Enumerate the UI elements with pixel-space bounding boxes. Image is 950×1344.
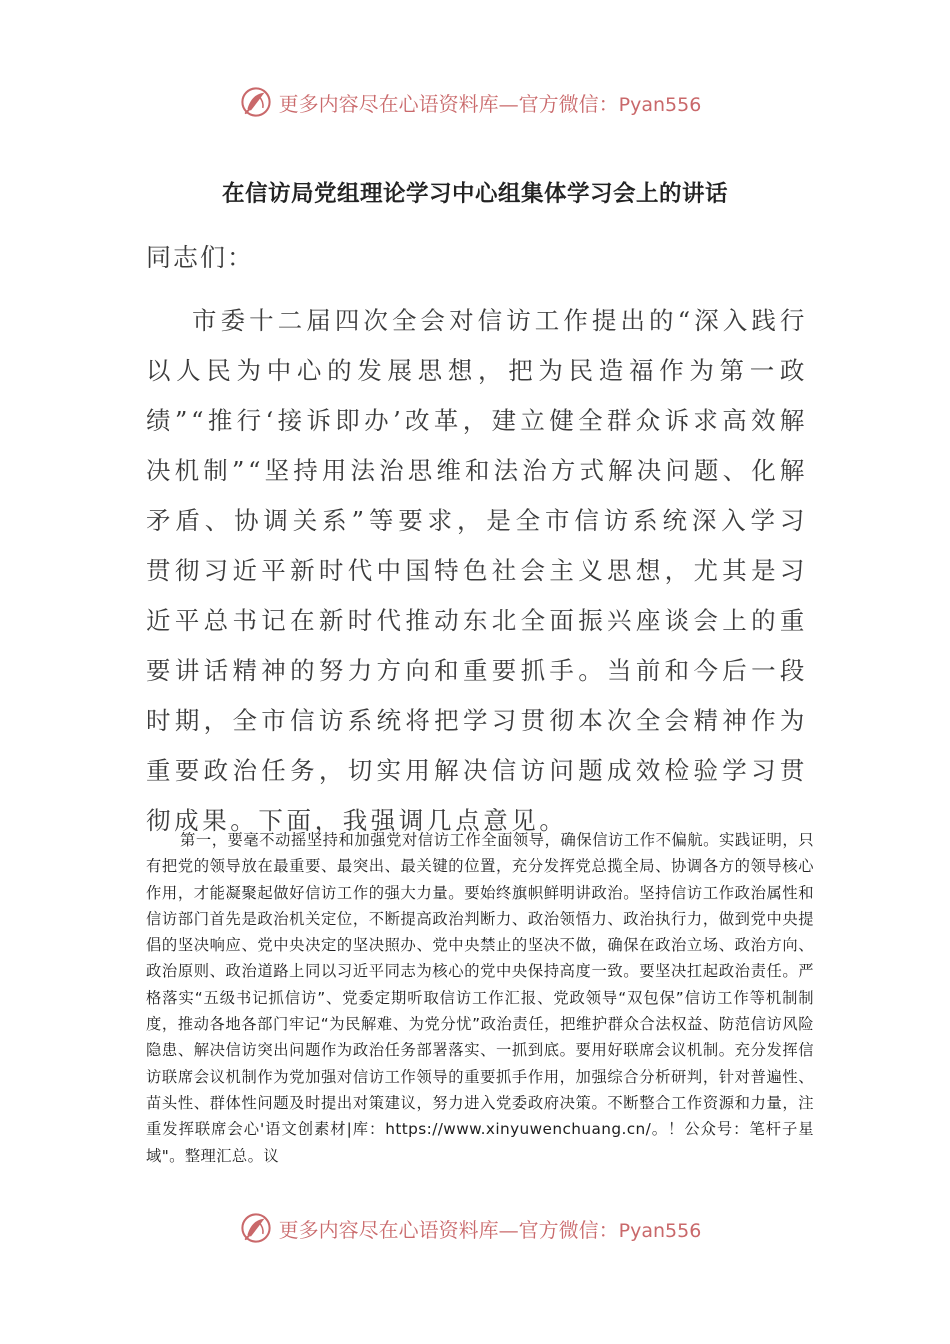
banner-label: 更多内容尽在心语资料库—官方微信： xyxy=(278,91,619,116)
intro-paragraph: 市委十二届四次全会对信访工作提出的“深入践行以人民为中心的发展思想，把为民造福作为第一政绩”“推行‘接诉即办’改革，建立健全群众诉求高效解决机制”“坚持用法治思维和法治方式解决问题、化解矛盾、协调关系”等要求，是全市信访系统深入学习贯彻习近平新时代中国特色社会主义思想，尤其是习近平总书记在新时代推动东北全面振兴座谈会上的重要讲话精神的努力方向和重要抓手。当前和今后一段时期，全市信访系统将把学习贯彻本次全会精神作为重要政治任务，切实用解决信访问题成效检验学习贯彻成果。下面，我强调几点意见。 xyxy=(146,306,808,835)
banner-wechat-id: Pyan556 xyxy=(618,1219,702,1242)
salutation: 同志们： xyxy=(146,243,255,272)
banner-label: 更多内容尽在心语资料库—官方微信： xyxy=(278,1217,619,1242)
banner-wechat-id: Pyan556 xyxy=(618,93,702,116)
brand-logo-icon xyxy=(239,85,273,119)
footer-banner xyxy=(0,1208,950,1248)
banner-text xyxy=(279,1214,702,1243)
banner-text xyxy=(279,88,702,117)
header-banner xyxy=(0,82,950,122)
document-title: 在信访局党组理论学习中心组集体学习会上的讲话 xyxy=(221,181,728,207)
body-paragraph: 第一，要毫不动摇坚持和加强党对信访工作全面领导，确保信访工作不偏航。实践证明，只有把党的领导放在最重要、最突出、最关键的位置，充分发挥党总揽全局、协调各方的领导核心作用，才能凝聚起做好信访工作的强大力量。要始终旗帜鲜明讲政治。坚持信访工作政治属性和信访部门首先是政治机关定位，不断提高政治判断力、政治领悟力、政治执行力，做到党中央提倡的坚决响应、党中央决定的坚决照办、党中央禁止的坚决不做，确保在政治立场、政治方向、政治原则、政治道路上同以习近平同志为核心的党中央保持高度一致。要坚决扛起政治责任。严格落实“五级书记抓信访”、党委定期听取信访工作汇报、党政领导“双包保”信访工作等机制制度，推动各地各部门牢记“为民解难、为党分忧”政治责任，把维护群众合法权益、防范信访风险隐患、解决信访突出问题作为政治任务部署落实、一抓到底。要用好联席会议机制。充分发挥信访联席会议机制作为党加强对信访工作领导的重要抓手作用，加强综合分析研判，针对普遍性、苗头性、群体性问题及时提出对策建议，努力进入党委政府决策。不断整合工作资源和力量，注重发挥联席会心'语文创素材|库：https://www.xinyuwenchuang.cn/。！公众号：笔杆子星域"。整理汇总。议 xyxy=(146,831,814,1165)
brand-logo-icon xyxy=(239,1211,273,1245)
